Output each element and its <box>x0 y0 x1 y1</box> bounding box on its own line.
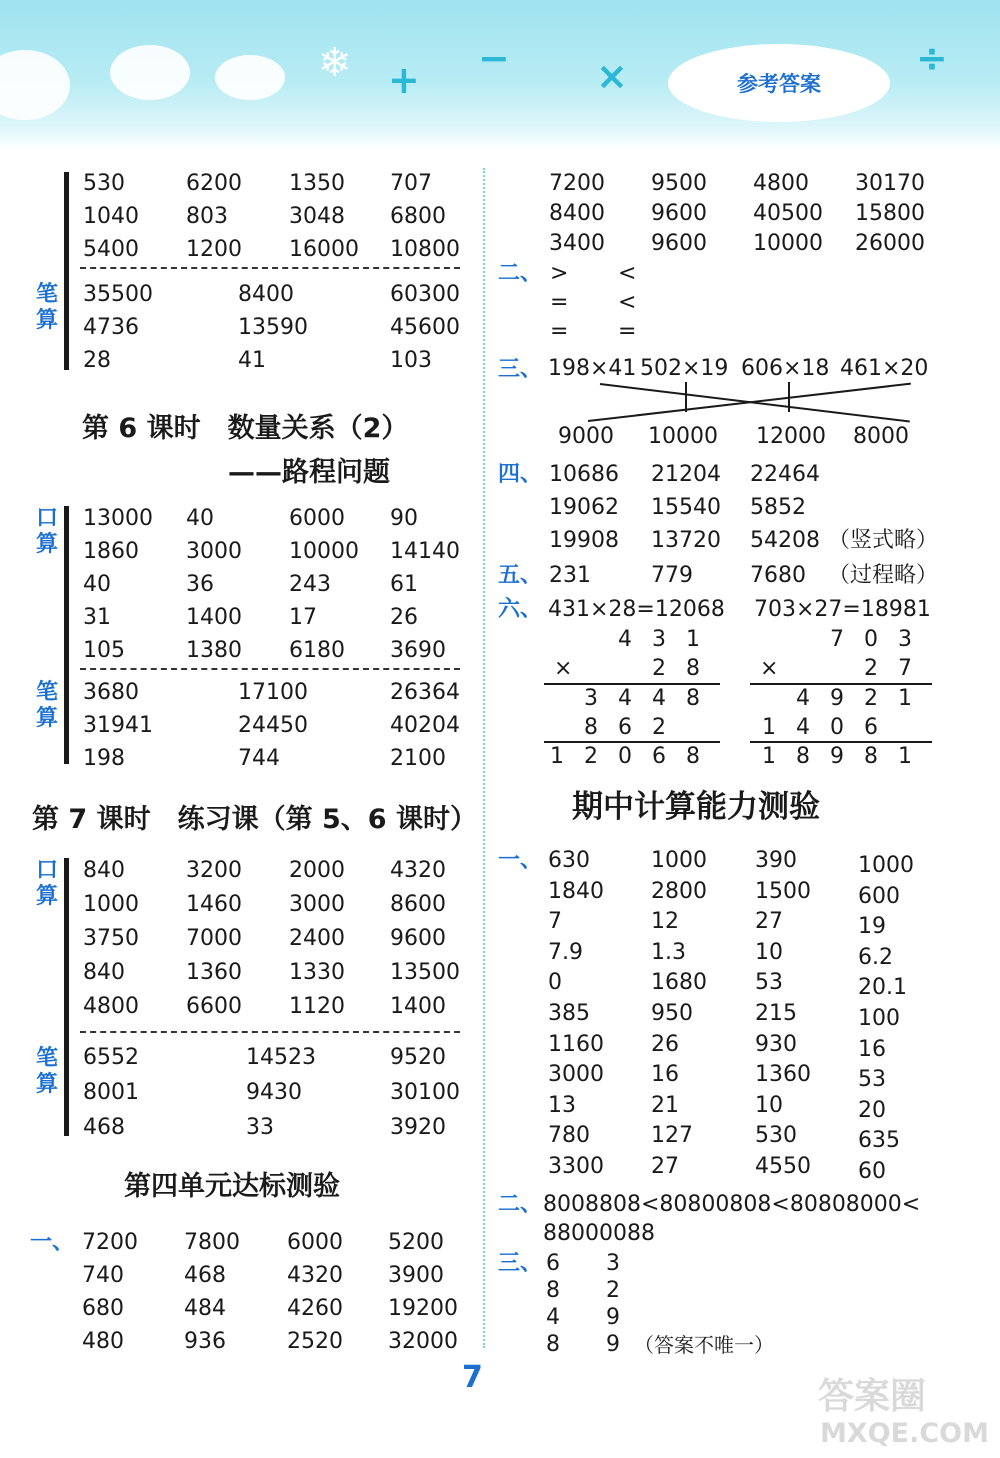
digit: 3 <box>898 627 912 652</box>
digit: 4 <box>652 686 666 711</box>
answer-cell: 3048 <box>289 204 345 229</box>
answer-cell: 1120 <box>289 994 345 1019</box>
digit: 1 <box>898 744 912 769</box>
digit: 2 <box>864 656 878 681</box>
digit: 8 <box>796 744 810 769</box>
ordering-answer: 88000088 <box>543 1221 655 1246</box>
answer-cell: 14140 <box>390 539 460 564</box>
answer-cell: 9500 <box>651 171 707 196</box>
answer-cell: 803 <box>186 204 228 229</box>
equation: 703×27=18981 <box>754 597 931 622</box>
answer-cell: 7.9 <box>548 939 583 965</box>
question-number: 四、 <box>498 462 543 487</box>
digit: 8 <box>686 744 700 769</box>
answer-cell: 2400 <box>289 926 345 951</box>
answer-cell: 10800 <box>390 237 460 262</box>
answer-cell: 2 <box>606 1278 620 1303</box>
question-number: 六、 <box>498 597 543 622</box>
equation: 431×28=12068 <box>548 597 725 622</box>
question-number: 一、 <box>30 1230 75 1255</box>
answer-cell: 950 <box>651 1001 693 1026</box>
answer-cell: 4550 <box>755 1154 811 1179</box>
column-divider <box>483 168 485 1348</box>
answer-cell: 8001 <box>83 1080 139 1105</box>
answer-cell: 9600 <box>651 201 707 226</box>
answer-cell: 3920 <box>390 1115 446 1140</box>
digit: 4 <box>796 715 810 740</box>
answer-cell: 31 <box>83 605 111 630</box>
snowflake-icon: ❄ <box>318 40 352 86</box>
answer-cell: 3200 <box>186 858 242 883</box>
answer-cell: 13590 <box>238 315 308 340</box>
section-label-oral: 口算 <box>35 506 58 557</box>
answer-cell: 8400 <box>238 282 294 307</box>
cloud-icon <box>215 55 285 100</box>
answer-cell: 1400 <box>390 994 446 1019</box>
answer-cell: 36 <box>186 572 214 597</box>
answer-cell: 1000 <box>83 892 139 917</box>
answer-cell: 54208 <box>750 528 820 553</box>
answer-cell: 19200 <box>388 1296 458 1321</box>
answer-cell: 936 <box>184 1329 226 1354</box>
section-label-written: 笔算 <box>35 1046 58 1097</box>
answer-cell: 4 <box>546 1305 560 1330</box>
answer-cell: 40500 <box>753 201 823 226</box>
plus-icon: + <box>388 58 420 102</box>
digit: 6 <box>618 715 632 740</box>
digit: 2 <box>652 715 666 740</box>
answer-cell: 1000 <box>858 853 914 878</box>
answer-cell: 7200 <box>82 1230 138 1255</box>
answer-cell: 33 <box>246 1115 274 1140</box>
answer-cell: 13500 <box>390 960 460 985</box>
compare-symbol: < <box>618 290 637 315</box>
answer-cell: 680 <box>82 1296 124 1321</box>
answer-cell: 14523 <box>246 1045 316 1070</box>
digit: 7 <box>830 627 844 652</box>
answer-cell: 8600 <box>390 892 446 917</box>
question-number: 三、 <box>498 1251 543 1276</box>
section-label-written: 笔算 <box>35 282 58 333</box>
answer-cell: 780 <box>548 1123 590 1149</box>
answer-cell: 4800 <box>753 171 809 196</box>
answer-cell: 3900 <box>388 1263 444 1288</box>
answer-cell: 1360 <box>755 1062 811 1088</box>
answer-cell: 1200 <box>186 237 242 262</box>
answer-cell: 26 <box>651 1031 679 1057</box>
answer-cell: 1860 <box>83 539 139 564</box>
answer-cell: 5400 <box>83 237 139 262</box>
answer-cell: 12 <box>651 909 679 935</box>
answer-cell: 600 <box>858 883 900 909</box>
answer-cell: 40204 <box>390 713 460 738</box>
note: （过程略） <box>828 563 939 588</box>
answer-cell: 1160 <box>548 1031 604 1057</box>
midterm-test-title: 期中计算能力测验 <box>572 789 820 825</box>
cloud-icon <box>110 45 190 100</box>
answer-cell: 468 <box>184 1263 226 1288</box>
answer-cell: 16 <box>651 1062 679 1088</box>
answer-cell: 390 <box>755 848 797 873</box>
digit: 7 <box>898 656 912 681</box>
answer-key-title: 参考答案 <box>668 44 890 122</box>
answer-cell: 61 <box>390 572 418 597</box>
times-icon: × <box>596 54 628 98</box>
answer-cell: 53 <box>755 970 783 996</box>
page-number: 7 <box>462 1360 483 1395</box>
answer-cell: 3750 <box>83 926 139 951</box>
lesson-7-title: 第 7 课时 练习课（第 5、6 课时） <box>32 804 477 835</box>
answer-cell: 6200 <box>186 171 242 196</box>
digit: 2 <box>864 686 878 711</box>
answer-cell: 17 <box>289 605 317 630</box>
dashed-divider <box>80 267 460 269</box>
answer-cell: 1330 <box>289 960 345 985</box>
answer-cell: 103 <box>390 348 432 373</box>
digit: 1 <box>550 744 564 769</box>
estimate-result: 9000 <box>558 424 614 449</box>
answer-cell: 1400 <box>186 605 242 630</box>
answer-cell: 4320 <box>287 1263 343 1288</box>
answer-cell: 21 <box>651 1092 679 1118</box>
cloud-icon <box>0 50 70 120</box>
answer-cell: 10686 <box>549 462 619 487</box>
answer-cell: 630 <box>548 848 590 873</box>
answer-cell: 6 <box>546 1251 560 1276</box>
lesson-6-title: 第 6 课时 数量关系（2） <box>82 413 409 444</box>
section-label-oral: 口算 <box>35 858 58 909</box>
digit: 2 <box>652 656 666 681</box>
answer-cell: 10000 <box>289 539 359 564</box>
answer-cell: 7800 <box>184 1230 240 1255</box>
answer-cell: 10 <box>755 939 783 965</box>
underline-rule <box>544 683 720 685</box>
question-number: 三、 <box>498 357 543 382</box>
answer-cell: 4800 <box>83 994 139 1019</box>
expression: 198×41 <box>548 356 637 381</box>
answer-cell: 22464 <box>750 462 820 487</box>
note: （竖式略） <box>828 528 939 553</box>
answer-cell: 530 <box>755 1123 797 1149</box>
answer-cell: 1000 <box>651 848 707 873</box>
answer-cell: 16000 <box>289 237 359 262</box>
watermark-url: MXQE.COM <box>820 1418 989 1449</box>
answer-cell: 19062 <box>549 495 619 520</box>
expression: 606×18 <box>741 356 830 381</box>
question-number: 一、 <box>498 848 543 873</box>
answer-cell: 9520 <box>390 1045 446 1070</box>
answer-cell: 13720 <box>651 528 721 553</box>
answer-cell: 3400 <box>549 231 605 256</box>
answer-cell: 1840 <box>548 878 604 904</box>
estimate-result: 8000 <box>853 424 909 449</box>
answer-cell: 17100 <box>238 680 308 705</box>
question-number: 二、 <box>498 1192 543 1217</box>
answer-cell: 15800 <box>855 201 925 226</box>
answer-cell: 3000 <box>548 1062 604 1088</box>
answer-cell: 3300 <box>548 1154 604 1179</box>
answer-cell: 100 <box>858 1006 900 1031</box>
dashed-divider <box>80 1031 460 1033</box>
answer-cell: 8400 <box>549 201 605 226</box>
answer-cell: 40 <box>83 572 111 597</box>
digit: 1 <box>762 715 776 740</box>
answer-cell: 26364 <box>390 680 460 705</box>
answer-cell: 779 <box>651 563 693 588</box>
compare-symbol: = <box>618 319 637 344</box>
answer-cell: 6800 <box>390 204 446 229</box>
compare-symbol: > <box>550 261 569 286</box>
answer-cell: 707 <box>390 171 432 196</box>
answer-cell: 9 <box>606 1305 620 1330</box>
answer-cell: 3000 <box>186 539 242 564</box>
answer-cell: 21204 <box>651 462 721 487</box>
digit: 3 <box>584 686 598 711</box>
answer-cell: 1350 <box>289 171 345 196</box>
digit: 3 <box>652 627 666 652</box>
answer-cell: 744 <box>238 746 280 771</box>
answer-cell: 15540 <box>651 495 721 520</box>
answer-cell: 20 <box>858 1097 886 1123</box>
answer-cell: 41 <box>238 348 266 373</box>
digit: 4 <box>796 686 810 711</box>
underline-rule <box>544 741 720 743</box>
minus-icon: − <box>478 36 510 80</box>
digit: 0 <box>618 744 632 769</box>
answer-cell: 6552 <box>83 1045 139 1070</box>
digit: 4 <box>618 627 632 652</box>
answer-cell: 127 <box>651 1123 693 1149</box>
answer-cell: 484 <box>184 1296 226 1321</box>
underline-rule <box>750 683 932 685</box>
digit: 1 <box>898 686 912 711</box>
header-banner <box>0 0 1000 150</box>
times-sign: × <box>760 656 779 681</box>
estimate-result: 12000 <box>756 424 826 449</box>
answer-cell: 3000 <box>289 892 345 917</box>
digit: 2 <box>584 744 598 769</box>
digit: 1 <box>686 627 700 652</box>
answer-cell: 7000 <box>186 926 242 951</box>
answer-cell: 60 <box>858 1159 886 1184</box>
answer-cell: 1460 <box>186 892 242 917</box>
answer-cell: 1680 <box>651 970 707 996</box>
answer-cell: 40 <box>186 506 214 531</box>
answer-cell: 30170 <box>855 171 925 196</box>
question-number: 二、 <box>498 261 543 286</box>
answer-cell: 60300 <box>390 282 460 307</box>
ordering-answer: 8008808<80800808<80808000< <box>543 1192 921 1217</box>
answer-cell: 30100 <box>390 1080 460 1105</box>
answer-cell: 20.1 <box>858 975 907 1001</box>
watermark-logo <box>818 1368 988 1454</box>
answer-cell: 3690 <box>390 638 446 663</box>
answer-cell: 6600 <box>186 994 242 1019</box>
digit: 4 <box>618 686 632 711</box>
answer-cell: 1.3 <box>651 939 686 965</box>
answer-cell: 13000 <box>83 506 153 531</box>
answer-cell: 35500 <box>83 282 153 307</box>
answer-cell: 19 <box>858 914 886 940</box>
section-label-written: 笔算 <box>35 680 58 731</box>
answer-cell: 480 <box>82 1329 124 1354</box>
answer-cell: 740 <box>82 1263 124 1288</box>
divide-icon: ÷ <box>916 36 948 80</box>
answer-cell: 840 <box>83 858 125 883</box>
answer-cell: 16 <box>858 1036 886 1062</box>
answer-cell: 6000 <box>287 1230 343 1255</box>
answer-cell: 27 <box>755 909 783 935</box>
times-sign: × <box>554 656 573 681</box>
vertical-rule <box>64 172 69 370</box>
answer-cell: 930 <box>755 1031 797 1057</box>
answer-cell: 9600 <box>390 926 446 951</box>
answer-cell: 9 <box>606 1332 620 1357</box>
answer-cell: 1360 <box>186 960 242 985</box>
answer-cell: 635 <box>858 1128 900 1154</box>
expression: 461×20 <box>840 356 929 381</box>
answer-cell: 6180 <box>289 638 345 663</box>
digit: 8 <box>686 656 700 681</box>
digit: 8 <box>686 686 700 711</box>
answer-cell: 6.2 <box>858 944 893 970</box>
answer-cell: 8 <box>546 1332 560 1357</box>
estimate-result: 10000 <box>648 424 718 449</box>
answer-cell: 10000 <box>753 231 823 256</box>
answer-cell: 8 <box>546 1278 560 1303</box>
note: （答案不唯一） <box>634 1333 774 1357</box>
answer-cell: 31941 <box>83 713 153 738</box>
answer-cell: 4260 <box>287 1296 343 1321</box>
answer-cell: 28 <box>83 348 111 373</box>
answer-cell: 1380 <box>186 638 242 663</box>
vertical-rule <box>64 506 69 764</box>
answer-cell: 3680 <box>83 680 139 705</box>
answer-cell: 5200 <box>388 1230 444 1255</box>
answer-cell: 26000 <box>855 231 925 256</box>
answer-cell: 0 <box>548 970 562 996</box>
answer-cell: 24450 <box>238 713 308 738</box>
answer-cell: 4736 <box>83 315 139 340</box>
answer-cell: 13 <box>548 1092 576 1118</box>
answer-cell: 1500 <box>755 878 811 904</box>
answer-cell: 385 <box>548 1001 590 1026</box>
answer-cell: 9600 <box>651 231 707 256</box>
vertical-rule <box>64 858 69 1136</box>
answer-cell: 243 <box>289 572 331 597</box>
answer-cell: 6000 <box>289 506 345 531</box>
answer-cell: 468 <box>83 1115 125 1140</box>
digit: 1 <box>762 744 776 769</box>
digit: 9 <box>830 744 844 769</box>
question-number: 五、 <box>498 563 543 588</box>
answer-cell: 19908 <box>549 528 619 553</box>
answer-cell: 32000 <box>388 1329 458 1354</box>
answer-cell: 2000 <box>289 858 345 883</box>
answer-cell: 10 <box>755 1092 783 1118</box>
answer-cell: 105 <box>83 638 125 663</box>
digit: 6 <box>652 744 666 769</box>
answer-cell: 27 <box>651 1154 679 1179</box>
unit-4-test-title: 第四单元达标测验 <box>124 1171 340 1202</box>
answer-cell: 3 <box>606 1251 620 1276</box>
answer-cell: 2100 <box>390 746 446 771</box>
digit: 6 <box>864 715 878 740</box>
answer-cell: 198 <box>83 746 125 771</box>
digit: 8 <box>864 744 878 769</box>
answer-cell: 530 <box>83 171 125 196</box>
dashed-divider <box>80 668 460 670</box>
answer-cell: 4320 <box>390 858 446 883</box>
compare-symbol: = <box>550 319 569 344</box>
answer-cell: 45600 <box>390 315 460 340</box>
answer-cell: 7680 <box>750 563 806 588</box>
answer-cell: 215 <box>755 1001 797 1026</box>
expression: 502×19 <box>640 356 729 381</box>
answer-cell: 840 <box>83 960 125 985</box>
digit: 0 <box>830 715 844 740</box>
answer-cell: 7200 <box>549 171 605 196</box>
lesson-6-subtitle: ——路程问题 <box>228 457 390 488</box>
compare-symbol: < <box>618 261 637 286</box>
answer-cell: 231 <box>549 563 591 588</box>
answer-cell: 26 <box>390 605 418 630</box>
underline-rule <box>750 741 932 743</box>
compare-symbol: = <box>550 290 569 315</box>
digit: 8 <box>584 715 598 740</box>
answer-cell: 2520 <box>287 1329 343 1354</box>
answer-cell: 90 <box>390 506 418 531</box>
digit: 9 <box>830 686 844 711</box>
answer-cell: 2800 <box>651 878 707 904</box>
answer-cell: 1040 <box>83 204 139 229</box>
digit: 0 <box>864 627 878 652</box>
answer-cell: 5852 <box>750 495 806 520</box>
answer-cell: 7 <box>548 909 562 935</box>
answer-cell: 53 <box>858 1067 886 1093</box>
answer-cell: 9430 <box>246 1080 302 1105</box>
watermark-text: 答案圈 <box>818 1376 927 1417</box>
